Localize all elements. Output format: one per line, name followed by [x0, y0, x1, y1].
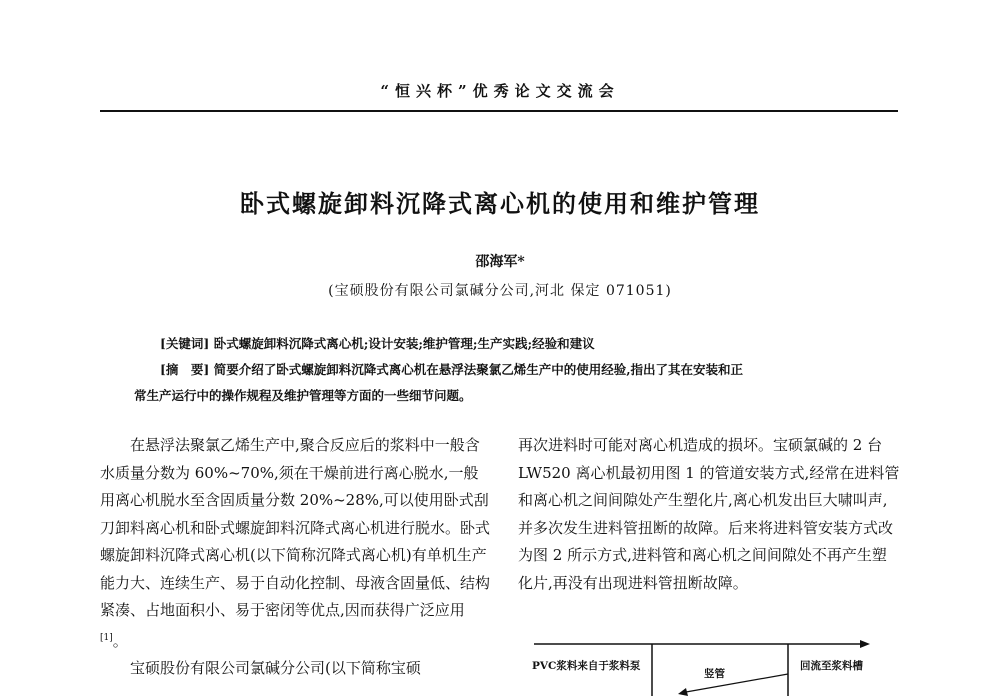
keywords [160, 331, 940, 357]
body-column-right [518, 432, 900, 597]
paragraph-company: 宝硕股份有限公司氯碱分公司(以下简称宝硕 [130, 659, 421, 677]
affiliation: (宝硕股份有限公司氯碱分公司,河北 保定 071051) [328, 283, 672, 299]
abstract-line-1 [160, 357, 940, 383]
label-riser-pipe: 竖管 [704, 668, 725, 680]
keywords-label: [关键词] [160, 336, 210, 351]
paragraph-installation: 再次进料时可能对离心机造成的损坏。宝硕氯碱的 2 台 LW520 离心机最初用图 1 的管道安装方式,经常在进料管和离心机之间间隙处产生塑化片,离心机发出巨大啸叫声,并多次发生进料管扭断的故障。后来将进料管安装方式改为图 2 所示方式,进料管和离心机之间间隙处不再产生塑化片,再没有出现进料管扭断故障。 [518, 436, 900, 592]
abstract-text-1: 简要介绍了卧式螺旋卸料沉降式离心机在悬浮法聚氯乙烯生产中的使用经验,指出了其在安装和正 [213, 362, 744, 377]
body-column-left [100, 432, 490, 683]
label-return-tank: 回流至浆料槽 [800, 660, 863, 672]
author: 邵海军* [475, 254, 525, 270]
paper-title: 卧式螺旋卸料沉降式离心机的使用和维护管理 [240, 189, 760, 218]
figure-1-piping-diagram [528, 636, 908, 696]
keywords-text: 卧式螺旋卸料沉降式离心机;设计安装;维护管理;生产实践;经验和建议 [213, 336, 595, 351]
label-slurry-source: PVC浆料来自于浆料泵 [532, 660, 641, 672]
conference-header: “恒兴杯”优秀论文交流会 [380, 82, 620, 100]
citation-ref[interactable]: [1] [100, 632, 113, 643]
abstract-label: [摘 要] [160, 362, 210, 377]
abstract-line-2: 常生产运行中的操作规程及维护管理等方面的一些细节问题。 [134, 388, 472, 403]
header-rule [100, 110, 898, 112]
paragraph-intro: 在悬浮法聚氯乙烯生产中,聚合反应后的浆料中一般含水质量分数为 60%~70%,须在干燥前进行离心脱水,一般用离心机脱水至含固质量分数 20%~28%,可以使用卧式刮刀卸料离心机和卧式螺旋卸料沉降式离心机进行脱水。卧式螺旋卸料沉降式离心机(以下简称沉降式离心机)有单机生产能力大、连续生产、易于自动化控制、母液含固量低、结构紧凑、占地面积小、易于密闭等优点,因而获得广泛应用[1]。 [100, 436, 491, 650]
